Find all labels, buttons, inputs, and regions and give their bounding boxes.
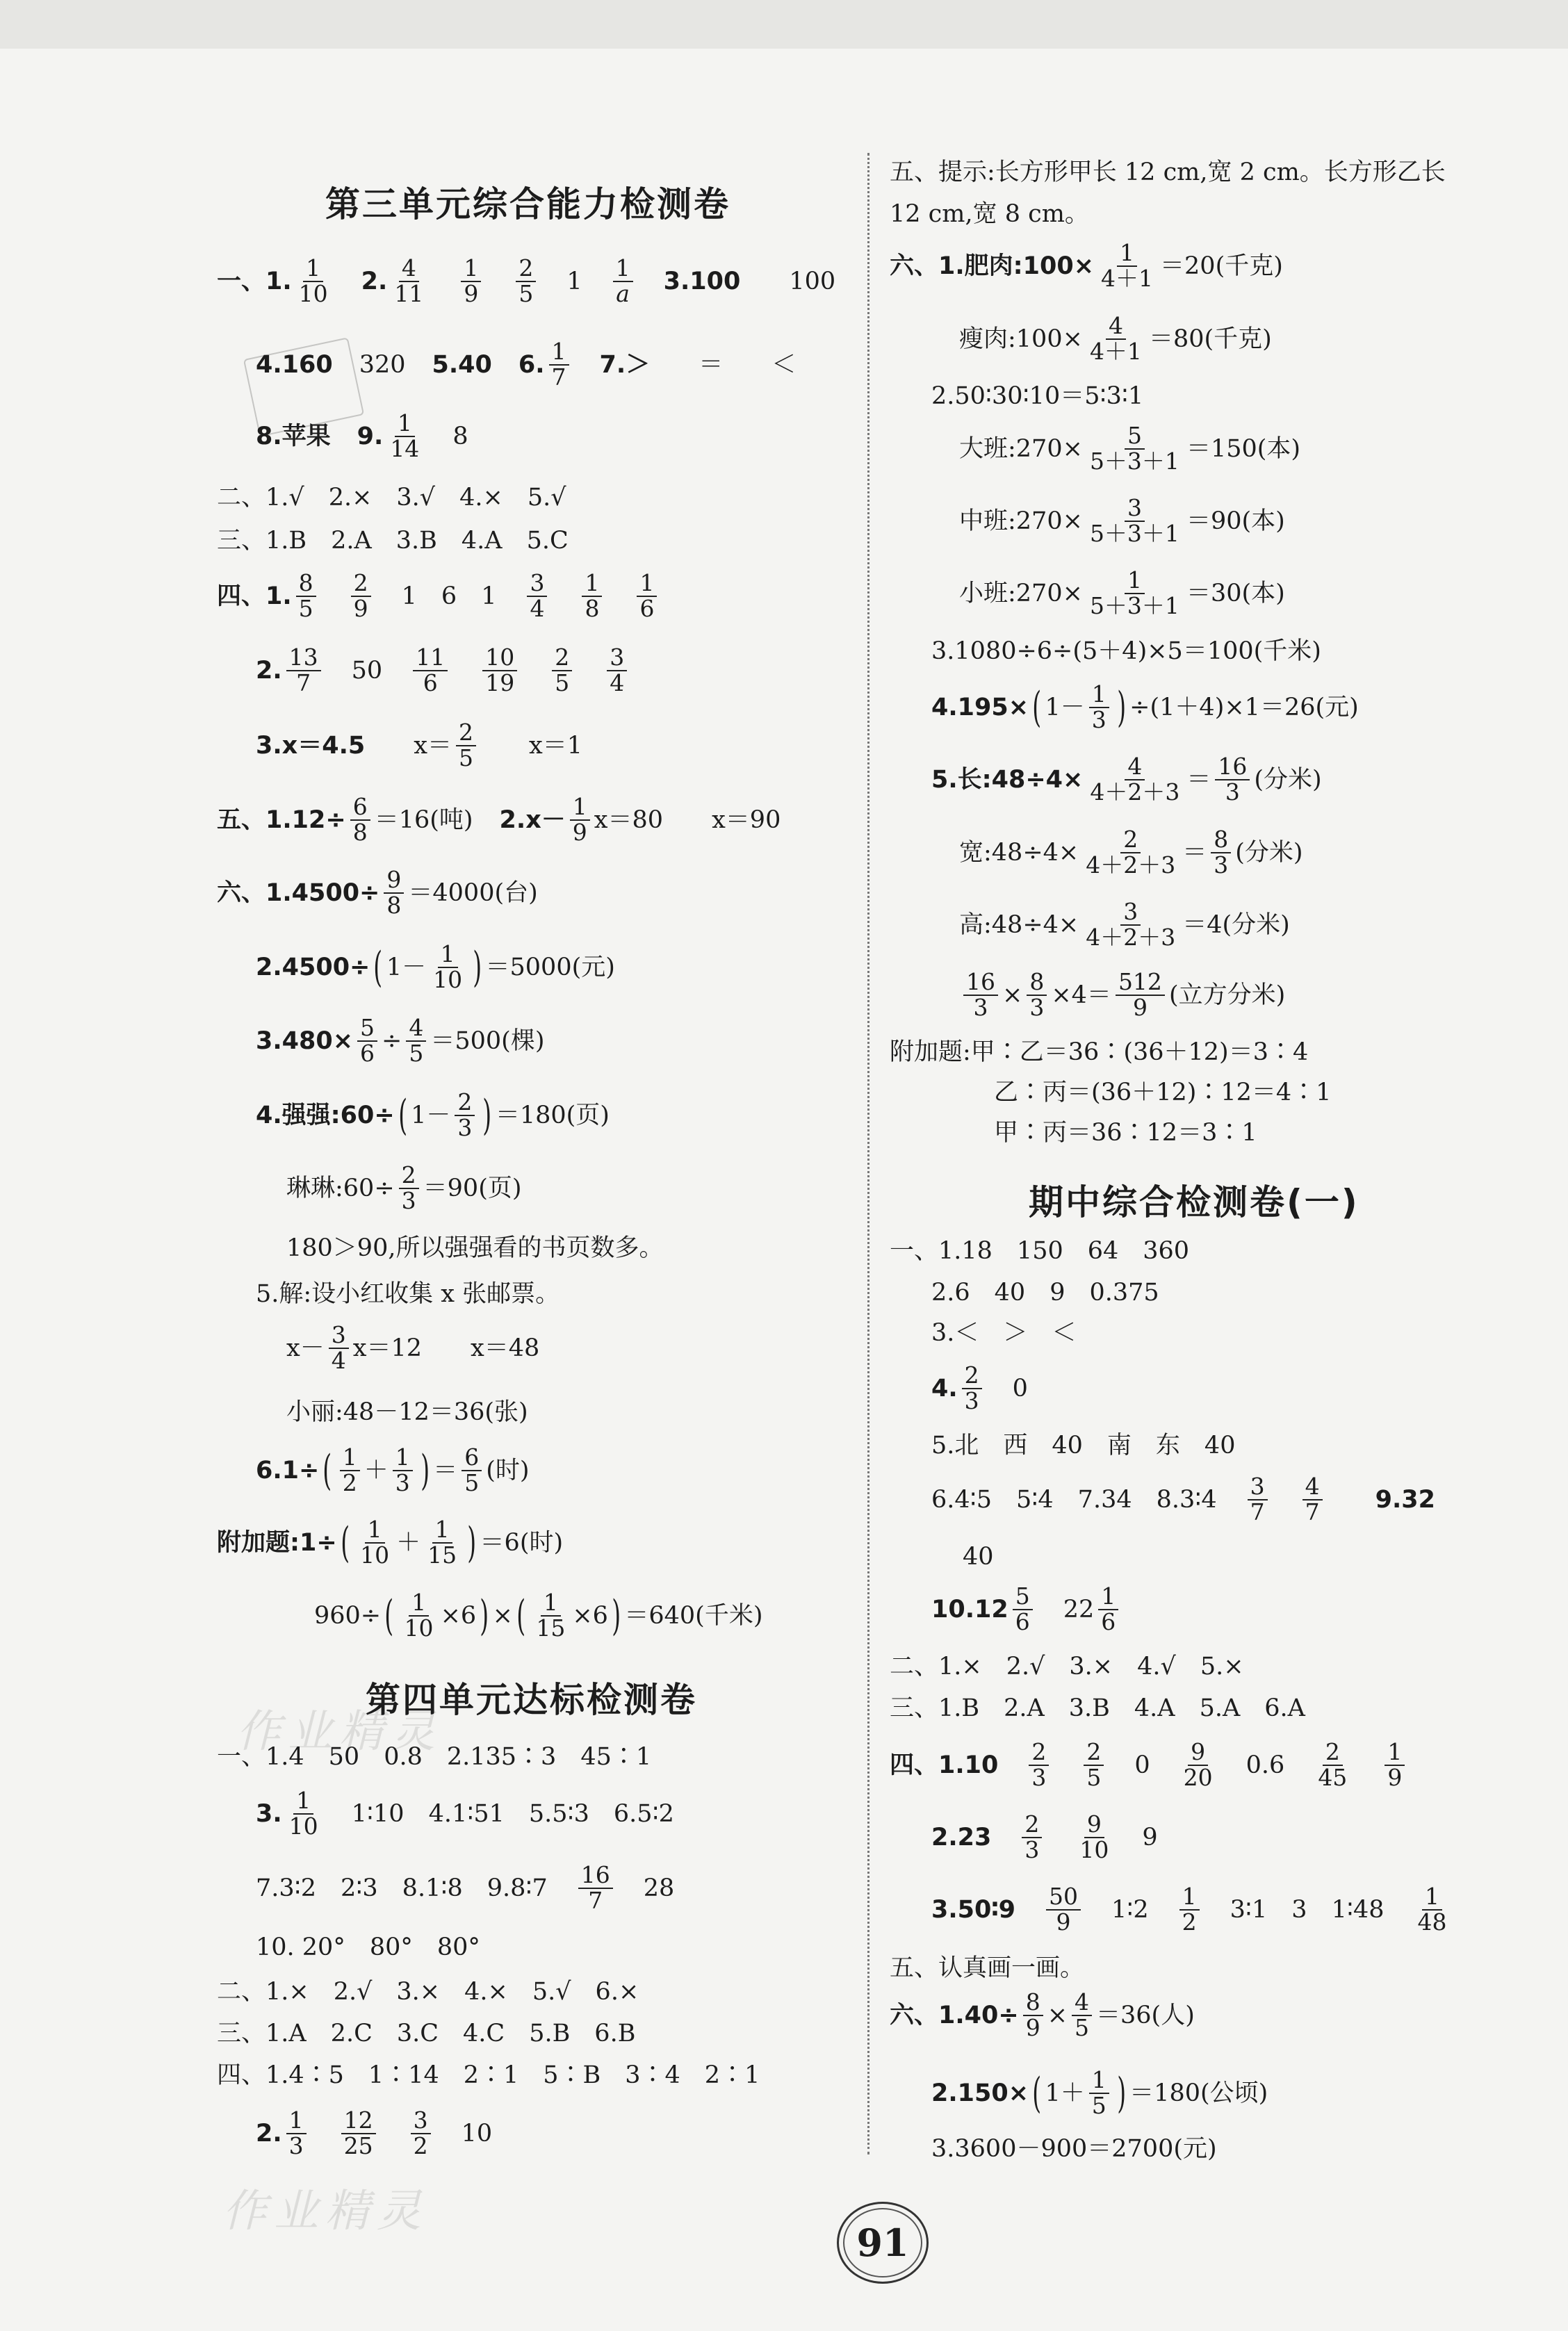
answer-line: 大班:270× $\frac{5}{5+3+1}$ ＝150(本)	[959, 422, 1301, 475]
answer-line: 4.160 320 5.40 6. $\frac{1}{7}$ 7.＞ ＝ ＜	[256, 338, 797, 391]
fraction: $\frac{8}{5}$	[296, 571, 316, 621]
fraction: $\frac{2}{3}$	[455, 1090, 475, 1140]
answer-line: 5.北 西 40 南 东 40	[931, 1431, 1236, 1459]
answer-line: 瘦肉:100× $\frac{4}{4+1}$ ＝80(千克)	[959, 312, 1272, 365]
answer-line: 3. $\frac{1}{10}$ 1∶10 4.1∶51 5.5∶3 6.5∶2	[256, 1787, 674, 1840]
answer-line: 3.x＝4.5 x＝ $\frac{2}{5}$ x＝1	[256, 719, 582, 771]
fraction: $\frac{5}{6}$	[357, 1016, 377, 1065]
fraction: $\frac{2}{3}$	[399, 1163, 419, 1213]
answer-line: 5.长:48÷4× $\frac{4}{4+2+3}$ ＝ $\frac{16}{3}$ (分米)	[931, 753, 1322, 805]
fraction: $\frac{2}{5}$	[552, 646, 572, 695]
answer-line: 180＞90,所以强强看的书页数多。	[286, 1234, 664, 1262]
answer-line: 5.解:设小红收集 x 张邮票。	[256, 1279, 560, 1308]
fraction: $\frac{1}{48}$	[1417, 1883, 1447, 1936]
fraction: $\frac{5}{6}$	[1013, 1585, 1033, 1634]
fraction: $\frac{1}{5}$	[1089, 2068, 1109, 2118]
fraction: $\frac{1}{6}$	[1098, 1585, 1118, 1634]
fraction: $\frac{1}{4+1}$	[1101, 239, 1154, 292]
fraction: $\frac{1}{3}$	[286, 2109, 307, 2158]
fraction: $\frac{2}{5}$	[456, 721, 476, 770]
fraction: $\frac{1}{2}$	[1179, 1885, 1200, 1934]
answer-line: 3.480× $\frac{5}{6}$ ÷ $\frac{4}{5}$ ＝500(棵)	[256, 1014, 545, 1067]
fraction: $\frac{1}{10}$	[433, 940, 463, 993]
fraction: $\frac{4}{4+2+3}$	[1090, 753, 1180, 805]
answer-line: 12 cm,宽 8 cm。	[890, 199, 1089, 228]
fraction: $\frac{4}{5}$	[1072, 1990, 1092, 2040]
answer-line: 二、1.√ 2.× 3.√ 4.× 5.√	[217, 483, 566, 512]
fraction: $\frac{13}{7}$	[286, 646, 321, 695]
answer-line: 四、1. $\frac{8}{5}$ $\frac{2}{9}$ 1 6 1 $\frac{3}{4}$ $\frac{1}{8}$ $\frac{1}{6}$	[217, 582, 661, 610]
fraction: $\frac{1}{a}$	[613, 256, 633, 306]
fraction: $\frac{2}{4+2+3}$	[1086, 826, 1176, 878]
answer-line: 六、1.肥肉:100× $\frac{1}{4+1}$ ＝20(千克)	[890, 239, 1283, 292]
fraction: $\frac{3}{4}$	[329, 1323, 349, 1373]
answer-line: 2. $\frac{1}{3}$ $\frac{12}{25}$ $\frac{3}{2}$ 10	[256, 2107, 493, 2159]
watermark-1: 作业精灵	[236, 1706, 442, 1758]
answer-line: 中班:270× $\frac{3}{5+3+1}$ ＝90(本)	[959, 494, 1285, 547]
fraction: $\frac{9}{10}$	[1079, 1810, 1109, 1863]
answer-line: 3.＜ ＞ ＜	[931, 1318, 1077, 1347]
answer-line: 附加题:甲∶乙＝36∶(36＋12)＝3∶4	[890, 1038, 1309, 1066]
fraction: $\frac{1}{10}$	[288, 1787, 318, 1840]
fraction: $\frac{50}{9}$	[1046, 1885, 1081, 1934]
answer-line: $\frac{16}{3}$ × $\frac{8}{3}$ ×4＝ $\frac{512}{9}$ (立方分米)	[959, 981, 1285, 1009]
fraction: $\frac{2}{5}$	[516, 256, 536, 306]
fraction: $\frac{2}{3}$	[1022, 1813, 1042, 1862]
fraction: $\frac{16}{3}$	[1215, 755, 1250, 804]
fraction: $\frac{3}{4+2+3}$	[1086, 898, 1176, 951]
section-title-unit4: 第四单元达标检测卷	[366, 1680, 697, 1720]
answer-line: 一、1.18 150 64 360	[890, 1236, 1190, 1265]
answer-line: 8.苹果 9. $\frac{1}{14}$ 8	[256, 409, 468, 462]
fraction: $\frac{8}{3}$	[1027, 970, 1047, 1020]
fraction: $\frac{1}{6}$	[637, 571, 657, 621]
answer-line: 甲∶丙＝36∶12＝3∶1	[994, 1118, 1257, 1147]
answer-line: 高:48÷4× $\frac{3}{4+2+3}$ ＝4(分米)	[959, 898, 1290, 951]
fraction: $\frac{16}{3}$	[963, 970, 998, 1020]
fraction: $\frac{1}{9}$	[570, 795, 590, 844]
fraction: $\frac{8}{3}$	[1211, 828, 1231, 877]
answer-line: 4. $\frac{2}{3}$ 0	[931, 1361, 1028, 1414]
answer-line: 琳琳:60÷ $\frac{2}{3}$ ＝90(页)	[286, 1161, 522, 1214]
fraction: $\frac{1}{9}$	[461, 256, 481, 306]
answer-line: 960÷ ( $\frac{1}{10}$ ×6 ) × ( $\frac{1}{15}$ ×6 ) ＝640(千米)	[314, 1589, 763, 1642]
answer-line: 一、1. $\frac{1}{10}$ 2. $\frac{4}{11}$ $\frac{1}{9}$ $\frac{2}{5}$ 1 $\frac{1}{a}$ 3.100 100	[217, 254, 836, 307]
answer-line: 2.6 40 9 0.375	[931, 1278, 1159, 1307]
fraction: $\frac{1}{15}$	[427, 1516, 457, 1569]
answer-line: 三、1.B 2.A 3.B 4.A 5.A 6.A	[890, 1694, 1305, 1722]
answer-line: 2.150× ( 1＋ $\frac{1}{5}$ ) ＝180(公顷)	[931, 2066, 1268, 2119]
fraction: $\frac{4}{11}$	[394, 254, 424, 307]
page-number: 91	[856, 2220, 909, 2265]
answer-line: 五、提示:长方形甲长 12 cm,宽 2 cm。长方形乙长	[890, 158, 1446, 186]
fraction: $\frac{10}{19}$	[482, 646, 517, 695]
fraction: $\frac{2}{3}$	[1029, 1740, 1049, 1790]
fraction: $\frac{6}{5}$	[462, 1446, 482, 1495]
fraction: $\frac{3}{5+3+1}$	[1089, 494, 1179, 547]
answer-line: 2. $\frac{13}{7}$ 50 $\frac{11}{6}$ $\frac{10}{19}$ $\frac{2}{5}$ $\frac{3}{4}$	[256, 657, 631, 685]
answer-line: 40	[963, 1542, 994, 1571]
fraction: $\frac{9}{8}$	[384, 868, 404, 917]
fraction: $\frac{512}{9}$	[1116, 970, 1165, 1020]
fraction: $\frac{9}{20}$	[1183, 1738, 1213, 1791]
answer-line: 五、1.12÷ $\frac{6}{8}$ ＝16(吨) 2.x－ $\frac{1}{9}$ x＝80 x＝90	[217, 793, 781, 846]
answer-line: 10.12 $\frac{5}{6}$ 22 $\frac{1}{6}$	[931, 1596, 1122, 1623]
fraction: $\frac{3}{4}$	[607, 646, 627, 695]
fraction: $\frac{4}{7}$	[1302, 1475, 1323, 1524]
fraction: $\frac{2}{3}$	[962, 1364, 982, 1413]
fraction: $\frac{1}{7}$	[549, 340, 569, 389]
answer-line: 二、1.× 2.√ 3.× 4.× 5.√ 6.×	[217, 1977, 639, 2006]
answer-line: 3.3600－900＝2700(元)	[931, 2134, 1217, 2163]
answer-line: 2.23 $\frac{2}{3}$ $\frac{9}{10}$ 9	[931, 1810, 1158, 1863]
section-title-unit3: 第三单元综合能力检测卷	[325, 184, 730, 224]
answer-line: 三、1.B 2.A 3.B 4.A 5.C	[217, 526, 569, 555]
answer-line: 6.4∶5 5∶4 7.34 8.3∶4 $\frac{3}{7}$ $\frac{4}{7}$ 9.32	[931, 1473, 1436, 1526]
fraction: $\frac{4}{5}$	[406, 1016, 426, 1065]
fraction: $\frac{11}{6}$	[413, 646, 448, 695]
answer-line: 六、1.4500÷ $\frac{9}{8}$ ＝4000(台)	[217, 866, 538, 919]
fraction: $\frac{1}{15}$	[536, 1589, 566, 1642]
fraction: $\frac{5}{5+3+1}$	[1089, 422, 1179, 475]
answer-line: x－ $\frac{3}{4}$ x＝12 x＝48	[286, 1321, 540, 1374]
answer-line: 二、1.× 2.√ 3.× 4.√ 5.×	[890, 1652, 1244, 1680]
answer-line: 2.4500÷ ( 1－ $\frac{1}{10}$ ) ＝5000(元)	[256, 940, 615, 993]
fraction: $\frac{2}{45}$	[1318, 1738, 1348, 1791]
answer-line: 10. 20° 80° 80°	[256, 1933, 480, 1961]
answer-line: 一、1.4 50 0.8 2.135∶3 45∶1	[217, 1742, 652, 1771]
answer-line: 附加题:1÷ ( $\frac{1}{10}$ ＋ $\frac{1}{15}$ ) ＝6(时)	[217, 1516, 564, 1569]
answer-line: 小班:270× $\frac{1}{5+3+1}$ ＝30(本)	[959, 566, 1285, 619]
answer-line: 五、认真画一画。	[890, 1954, 1085, 1982]
answer-line: 3.50∶9 $\frac{50}{9}$ 1∶2 $\frac{1}{2}$ 3∶1 3 1∶48 $\frac{1}{48}$	[931, 1896, 1453, 1924]
answer-line: 4.195× ( 1－ $\frac{1}{3}$ ) ÷(1＋4)×1＝26(元)	[931, 680, 1359, 733]
fraction: $\frac{6}{8}$	[350, 795, 370, 844]
fraction: $\frac{1}{10}$	[298, 254, 328, 307]
answer-line: 乙∶丙＝(36＋12)∶12＝4∶1	[994, 1078, 1332, 1106]
answer-line: 四、1.10 $\frac{2}{3}$ $\frac{2}{5}$ 0 $\frac{9}{20}$ 0.6 $\frac{2}{45}$ $\frac{1}{9}$	[890, 1751, 1409, 1779]
answer-line: 三、1.A 2.C 3.C 4.C 5.B 6.B	[217, 2019, 636, 2047]
answer-line: 6.1÷ ( $\frac{1}{2}$ ＋ $\frac{1}{3}$ ) ＝ $\frac{6}{5}$ (时)	[256, 1443, 530, 1496]
fraction: $\frac{16}{7}$	[578, 1863, 613, 1913]
answer-line: 7.3∶2 2∶3 8.1∶8 9.8∶7 $\frac{16}{7}$ 28	[256, 1861, 675, 1914]
answer-line: 3.1080÷6÷(5＋4)×5＝100(千米)	[931, 637, 1321, 665]
fraction: $\frac{1}{3}$	[393, 1446, 413, 1495]
answer-line: 六、1.40÷ $\frac{8}{9}$ × $\frac{4}{5}$ ＝36(人)	[890, 1988, 1195, 2041]
fraction: $\frac{3}{4}$	[527, 571, 547, 621]
fraction: $\frac{2}{9}$	[351, 571, 371, 621]
fraction: $\frac{1}{14}$	[390, 409, 420, 462]
top-scan-band	[0, 0, 1568, 49]
answer-line: 4.强强:60÷ ( 1－ $\frac{2}{3}$ ) ＝180(页)	[256, 1088, 610, 1141]
fraction: $\frac{1}{2}$	[340, 1446, 360, 1495]
fraction: $\frac{1}{10}$	[360, 1516, 390, 1569]
fraction: $\frac{2}{5}$	[1084, 1740, 1104, 1790]
page-number-badge	[837, 2202, 929, 2284]
fraction: $\frac{12}{25}$	[341, 2109, 376, 2158]
section-title-midterm: 期中综合检测卷(一)	[1029, 1182, 1359, 1222]
watermark-2: 作业精灵	[222, 2186, 428, 2237]
answer-line: 宽:48÷4× $\frac{2}{4+2+3}$ ＝ $\frac{8}{3}$ (分米)	[959, 826, 1303, 878]
fraction: $\frac{4}{4+1}$	[1089, 312, 1142, 365]
fraction: $\frac{3}{7}$	[1248, 1475, 1268, 1524]
answer-line: 四、1.4∶5 1∶14 2∶1 5∶B 3∶4 2∶1	[217, 2061, 760, 2089]
column-divider	[867, 153, 869, 2154]
fraction: $\frac{1}{5+3+1}$	[1089, 566, 1179, 619]
fraction: $\frac{1}{10}$	[404, 1589, 434, 1642]
fraction: $\frac{1}{9}$	[1385, 1740, 1405, 1790]
fraction: $\frac{1}{8}$	[582, 571, 602, 621]
answer-line: 小丽:48－12＝36(张)	[286, 1398, 528, 1426]
fraction: $\frac{8}{9}$	[1023, 1990, 1043, 2040]
fraction: $\frac{3}{2}$	[411, 2109, 431, 2158]
fraction: $\frac{1}{3}$	[1089, 682, 1109, 732]
answer-line: 2.50∶30∶10＝5∶3∶1	[931, 382, 1144, 410]
